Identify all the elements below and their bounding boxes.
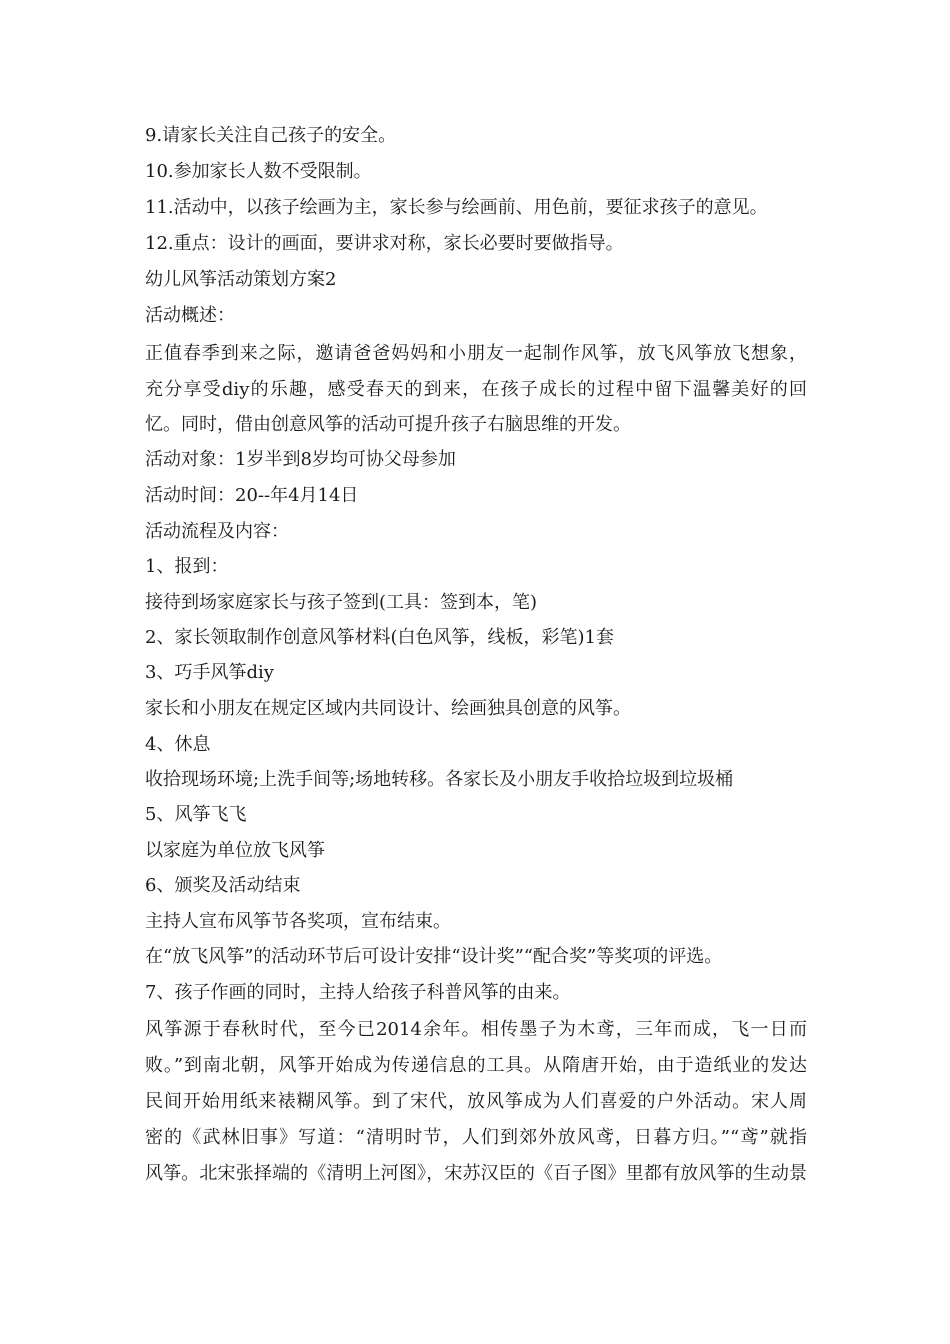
text-line: 活动流程及内容：	[145, 521, 289, 542]
paragraph-line: 密的《武林旧事》写道：“清明时节，人们到郊外放风鸢，日暮方归。”“鸢”就指	[145, 1127, 807, 1148]
text-line: 家长和小朋友在规定区域内共同设计、绘画独具创意的风筝。	[145, 698, 631, 719]
text-line: 9.请家长关注自己孩子的安全。	[145, 125, 397, 146]
paragraph-line: 忆。同时，借由创意风筝的活动可提升孩子右脑思维的开发。	[145, 414, 631, 435]
text-line: 以家庭为单位放飞风筝	[145, 840, 325, 861]
text-line: 7、孩子作画的同时，主持人给孩子科普风筝的由来。	[145, 982, 571, 1003]
text-line: 11.活动中，以孩子绘画为主，家长参与绘画前、用色前，要征求孩子的意见。	[145, 197, 768, 218]
section-title: 幼儿风筝活动策划方案2	[145, 269, 337, 290]
text-line: 活动对象：1岁半到8岁均可协父母参加	[145, 449, 456, 470]
paragraph-line: 充分享受diy的乐趣，感受春天的到来，在孩子成长的过程中留下温馨美好的回	[145, 379, 807, 400]
text-line: 6、颁奖及活动结束	[145, 875, 301, 896]
paragraph-line: 风筝。北宋张择端的《清明上河图》，宋苏汉臣的《百子图》里都有放风筝的生动景	[145, 1163, 807, 1184]
text-line: 收拾现场环境;上洗手间等;场地转移。各家长及小朋友手收拾垃圾到垃圾桶	[145, 769, 734, 790]
paragraph-line: 风筝源于春秋时代，至今已2014余年。相传墨子为木鸢，三年而成，飞一日而	[145, 1019, 807, 1040]
text-line: 5、风筝飞飞	[145, 804, 247, 825]
paragraph-line: 正值春季到来之际，邀请爸爸妈妈和小朋友一起制作风筝，放飞风筝放飞想象，	[145, 343, 807, 364]
text-line: 3、巧手风筝diy	[145, 662, 274, 683]
text-line: 1、报到：	[145, 556, 229, 577]
paragraph-line: 民间开始用纸来裱糊风筝。到了宋代，放风筝成为人们喜爱的户外活动。宋人周	[145, 1091, 807, 1112]
paragraph-line: 败。”到南北朝，风筝开始成为传递信息的工具。从隋唐开始，由于造纸业的发达	[145, 1055, 807, 1076]
text-line: 活动时间：20--年4月14日	[145, 485, 359, 506]
text-line: 10.参加家长人数不受限制。	[145, 161, 372, 182]
text-line: 在“放飞风筝”的活动环节后可设计安排“设计奖”“配合奖”等奖项的评选。	[145, 946, 723, 967]
text-line: 接待到场家庭家长与孩子签到(工具：签到本，笔)	[145, 592, 538, 613]
text-line: 主持人宣布风筝节各奖项，宣布结束。	[145, 911, 451, 932]
text-line: 4、休息	[145, 734, 211, 755]
text-line: 活动概述：	[145, 305, 235, 326]
text-line: 2、家长领取制作创意风筝材料(白色风筝，线板，彩笔)1套	[145, 627, 614, 648]
text-line: 12.重点：设计的画面，要讲求对称，家长必要时要做指导。	[145, 233, 624, 254]
